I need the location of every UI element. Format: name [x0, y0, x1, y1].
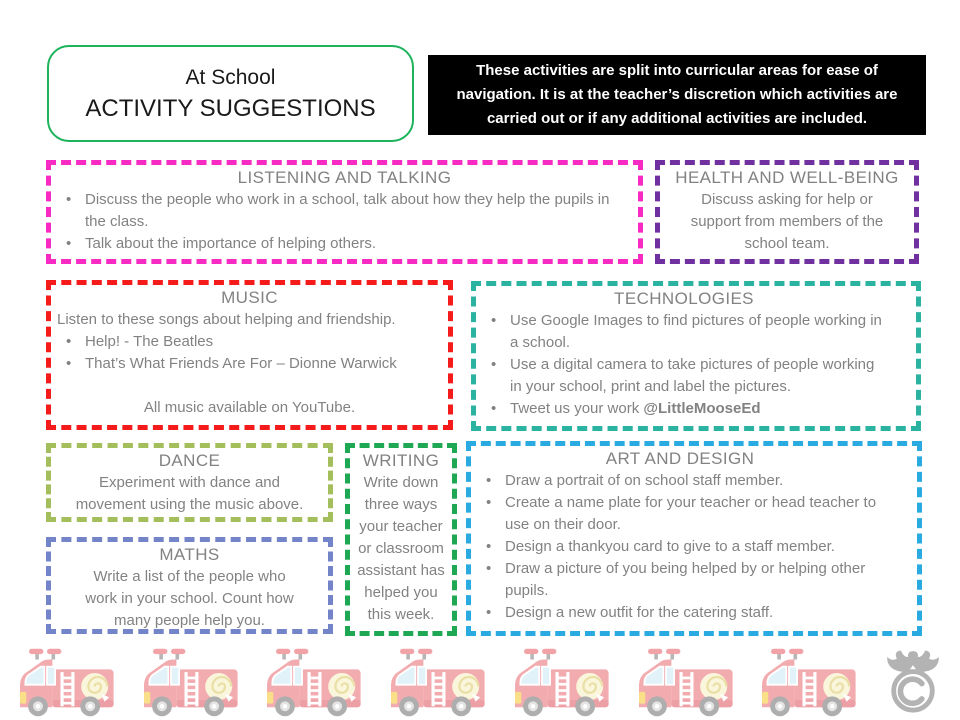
bullet-marker: •	[486, 538, 492, 555]
list-item	[482, 354, 886, 398]
section-art-and-design	[466, 441, 922, 636]
bullet-marker: •	[486, 560, 492, 577]
fire-truck-icon	[257, 646, 367, 718]
fire-truck-icon	[629, 646, 739, 718]
list-item-text: Use a digital camera to take pictures of people working in your school, print and label the pictures.	[510, 356, 875, 395]
section-listening-and-talking	[46, 160, 643, 264]
bullet-marker: •	[486, 472, 492, 489]
list-item-text	[510, 398, 886, 420]
list-item	[482, 310, 886, 354]
section-intro: Listen to these songs about helping and friendship.	[57, 311, 396, 328]
list-item-text: Talk about the importance of helping others.	[85, 235, 377, 252]
list-item	[477, 470, 883, 492]
list-item-text: Draw a picture of you being helped by or helping other pupils.	[505, 560, 866, 599]
section-body: Discuss asking for help or support from members of the school team.	[690, 191, 884, 252]
fire-truck-icon	[134, 646, 244, 718]
list-item	[477, 492, 883, 536]
list-item	[57, 189, 632, 233]
section-maths	[46, 537, 333, 634]
list-item	[477, 536, 883, 558]
list-item-text: Design a thankyou card to give to a staff member.	[505, 538, 835, 555]
section-music	[46, 280, 453, 430]
bullet-marker: •	[486, 494, 492, 511]
list-item-text: That’s What Friends Are For – Dionne Warwick	[85, 355, 397, 372]
section-title: WRITING	[362, 451, 440, 470]
section-title: MATHS	[159, 545, 220, 564]
list-item	[477, 602, 883, 624]
list-item-text: Design a new outfit for the catering staff.	[505, 604, 774, 621]
section-title: MUSIC	[221, 288, 278, 307]
section-writing	[345, 443, 457, 636]
list-item-text: Create a name plate for your teacher or head teacher to use on their door.	[505, 494, 877, 533]
section-title: LISTENING AND TALKING	[237, 168, 452, 187]
section-body: Experiment with dance and movement using the music above.	[75, 474, 304, 513]
list-item	[477, 558, 883, 602]
section-footer-note: All music available on YouTube.	[143, 399, 356, 416]
section-body: Write a list of the people who work in your school. Count how many people help you.	[85, 568, 294, 629]
tweet-text: Tweet us your work	[510, 400, 644, 417]
bullet-marker: •	[66, 235, 72, 252]
fire-truck-icon	[381, 646, 491, 718]
list-item-text: Use Google Images to find pictures of people working in a school.	[510, 312, 882, 351]
section-body: Write down three ways your teacher or classroom assistant has helped you this week.	[357, 474, 445, 623]
section-title: TECHNOLOGIES	[614, 289, 754, 308]
list-item	[57, 353, 442, 375]
slide-title-line2: ACTIVITY SUGGESTIONS	[85, 94, 376, 122]
list-item-text: Draw a portrait of on school staff member.	[505, 472, 784, 489]
teacher-note-banner	[428, 55, 926, 135]
bullet-marker: •	[491, 312, 497, 329]
bullet-marker: •	[66, 333, 72, 350]
section-health-and-wellbeing	[655, 160, 919, 264]
teacher-note-text: These activities are split into curricular areas for ease of navigation. It is at the teacher’s discretion which activities are carried out or if any additional activities are included.	[456, 62, 898, 127]
slide-title-box	[47, 45, 414, 142]
fire-truck-icon	[505, 646, 615, 718]
bullet-marker: •	[66, 191, 72, 208]
bullet-marker: •	[491, 356, 497, 373]
section-title: HEALTH AND WELL-BEING	[675, 168, 899, 187]
fire-truck-icon	[10, 646, 120, 718]
list-item-text: Discuss the people who work in a school, talk about how they help the pupils in the class.	[85, 191, 610, 230]
section-title: DANCE	[158, 451, 221, 470]
moose-copyright-logo-icon	[876, 649, 950, 715]
section-dance	[46, 443, 333, 522]
bullet-marker: •	[486, 604, 492, 621]
slide-title-line1: At School	[185, 65, 276, 89]
footer-clipart-row	[0, 644, 960, 718]
list-item	[57, 331, 442, 353]
section-technologies	[471, 281, 921, 431]
list-item-text: Help! - The Beatles	[85, 333, 214, 350]
spacer	[57, 375, 442, 397]
fire-truck-icon	[752, 646, 862, 718]
twitter-handle: @LittleMooseEd	[643, 400, 761, 417]
section-title: ART AND DESIGN	[605, 449, 755, 468]
list-item	[482, 398, 886, 420]
bullet-marker: •	[66, 355, 72, 372]
list-item	[57, 233, 632, 255]
bullet-marker: •	[491, 400, 497, 417]
